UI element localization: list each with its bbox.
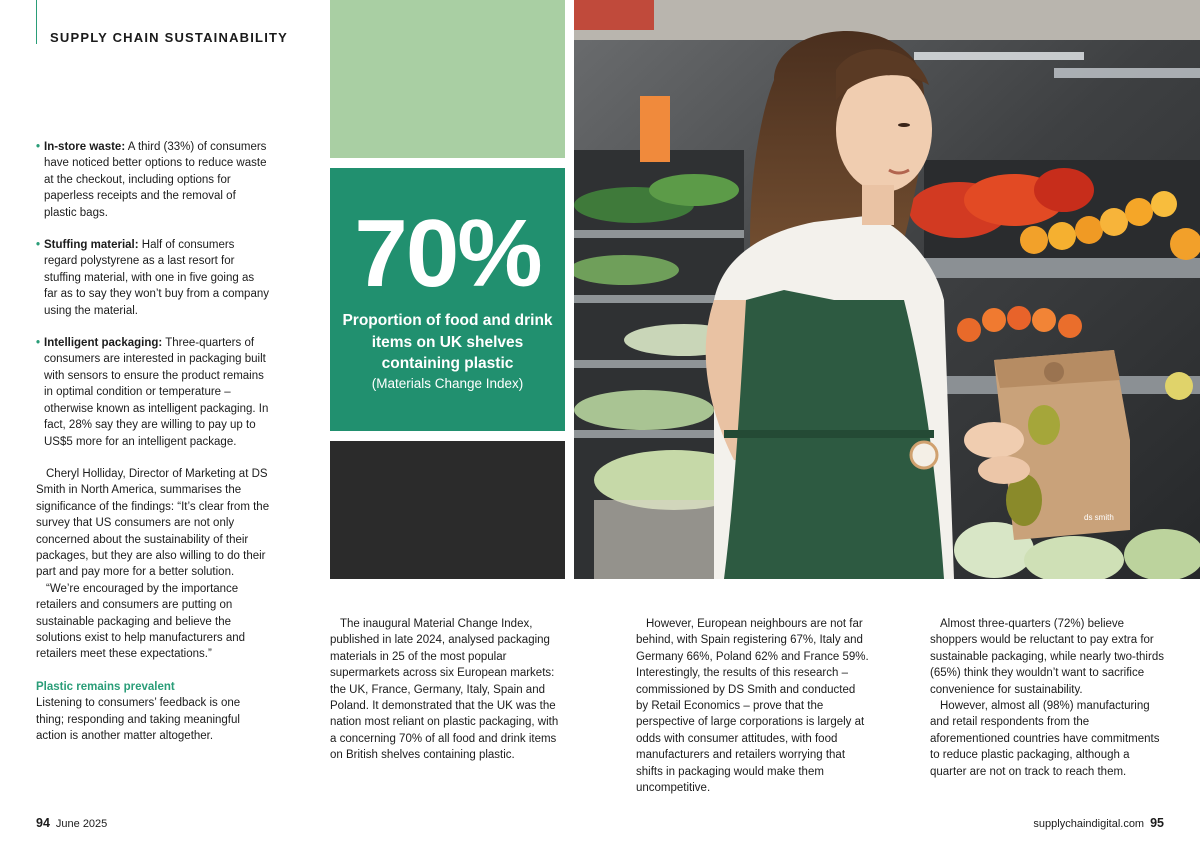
body-paragraph: “We’re encouraged by the importance retailers and consumers are putting on sustainable packaging and believe the solutions exist to help manufacturers and retailers meet these expectations.” [36, 582, 246, 661]
box-brand-label: ds smith [1084, 513, 1114, 522]
supermarket-photo [574, 0, 1200, 579]
decorative-dark-block [330, 441, 565, 579]
footer-left [36, 816, 107, 830]
bullet-item [36, 335, 270, 450]
body-paragraph: Listening to consumers’ feedback is one thing; responding and taking meaningful action is another matter altogether. [36, 697, 241, 742]
body-paragraph: However, almost all (98%) manufacturing and retail respondents from the aforementioned countries have commitments to reduce plastic packaging, although a quarter are not on track to reach them. [930, 700, 1160, 778]
bullet-text: Three-quarters of consumers are interested in packaging built with sensors to ensure the product remains in optimal condition or temperature – otherwise known as intelligent packaging. In fact, 28% say they are willing to pay up to US$5 more for an intelligent package. [44, 337, 269, 448]
body-paragraph: Almost three-quarters (72%) believe shoppers would be reluctant to pay extra for sustainable packaging, while nearly two-thirds (65%) think they wouldn’t want to sacrifice convenience for sustainability. [930, 618, 1164, 696]
body-paragraph: The inaugural Material Change Index, published in late 2024, analysed packaging materials in 25 of the most popular supermarkets across six European markets: the UK, France, Germany, Italy, Spain and Poland. It demonstrated that the UK was the nation most reliant on plastic packaging, with a concerning 70% of all food and drink items on British shelves containing plastic. [330, 618, 559, 762]
bullet-text: Half of consumers regard polystyrene as a last resort for stuffing material, with one in five going as far as to say they won’t buy from a company using the material. [44, 239, 269, 317]
decorative-green-block [330, 0, 565, 158]
text-column-3 [636, 616, 870, 796]
stat-source: (Materials Change Index) [371, 376, 524, 391]
left-text-column [36, 139, 270, 744]
bullet-item [36, 139, 270, 221]
stat-number: 70% [354, 200, 541, 307]
supermarket-photo-illustration [574, 0, 1200, 579]
bullet-label: Stuffing material: [44, 239, 139, 252]
stat-caption: Proportion of food and drink items on UK shelves containing plastic [342, 312, 553, 372]
section-title: SUPPLY CHAIN SUSTAINABILITY [50, 30, 289, 45]
subheading: Plastic remains prevalent [36, 680, 175, 693]
page-number: 94 [36, 816, 50, 830]
page-number: 95 [1150, 816, 1164, 830]
site-url: supplychaindigital.com [1033, 818, 1145, 830]
bullet-item [36, 237, 270, 319]
body-paragraph: However, European neighbours are not far behind, with Spain registering 67%, Italy and Germany 66%, Poland 62% and France 59%. Interestingly, the results of this research – commissioned by DS Smith and conducted by Retail Economics – prove that the perspective of large corporations is largely at odds with consumer attitudes, with food manufacturers and retailers worrying that shifts in packaging would make them uncompetitive. [636, 618, 869, 795]
bullet-dot-icon: • [36, 239, 41, 252]
text-column-2 [330, 616, 564, 764]
issue-date: June 2025 [55, 818, 108, 830]
bullet-label: In-store waste: [44, 141, 126, 153]
bullet-dot-icon: • [36, 141, 41, 153]
text-column-4 [930, 616, 1164, 780]
body-paragraph: Cheryl Holliday, Director of Marketing at DS Smith in North America, summarises the significance of the findings: “It’s clear from the survey that US consumers are not only concerned about the sustainability of their packages, but they are also willing to do their part and pay more for a better solution. [36, 467, 270, 579]
stat-callout [330, 168, 565, 431]
bullet-dot-icon: • [36, 337, 41, 350]
footer-right [1033, 816, 1164, 830]
bullet-text: A third (33%) of consumers have noticed better options to reduce waste at the checkout, including options for paperless receipts and the removal of plastic bags. [44, 141, 267, 219]
bullet-label: Intelligent packaging: [44, 337, 163, 350]
header-rule [36, 0, 37, 44]
